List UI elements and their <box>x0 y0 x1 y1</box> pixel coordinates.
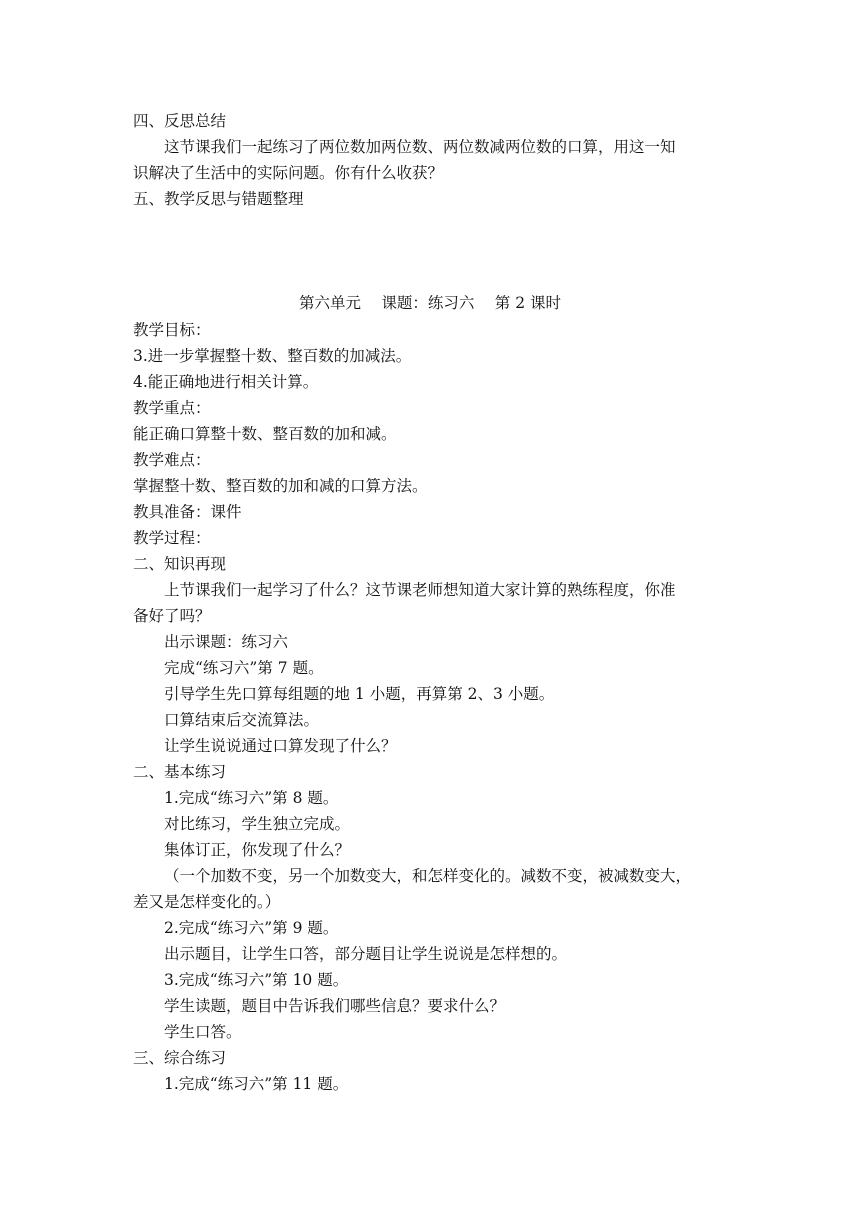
step-line: 1.完成“练习六”第 11 题。 <box>164 1075 349 1093</box>
difficulty-label: 教学难点： <box>133 451 211 469</box>
paragraph-line: 识解决了生活中的实际问题。你有什么收获？ <box>133 164 444 182</box>
step-line: 1.完成“练习六”第 8 题。 <box>164 789 339 807</box>
step-line: 集体订正，你发现了什么？ <box>164 841 351 859</box>
step-line: 口算结束后交流算法。 <box>164 711 320 729</box>
goal-item: 4.能正确地进行相关计算。 <box>133 373 319 391</box>
goal-item: 3.进一步掌握整十数、整百数的加减法。 <box>133 347 412 365</box>
step-line: 引导学生先口算每组题的地 1 小题，再算第 2、3 小题。 <box>164 685 555 703</box>
step-line: 差又是怎样变化的。） <box>133 893 281 911</box>
step-line: 学生读题，题目中告诉我们哪些信息？要求什么？ <box>164 997 506 1015</box>
step-line: （一个加数不变，另一个加数变大，和怎样变化的。减数不变，被减数变大， <box>164 867 692 885</box>
step-line: 2.完成“练习六”第 9 题。 <box>164 919 339 937</box>
tools-text: 教具准备：课件 <box>133 503 242 521</box>
process-label: 教学过程： <box>133 529 211 547</box>
paragraph-line: 上节课我们一起学习了什么？这节课老师想知道大家计算的熟练程度，你准 <box>164 581 676 599</box>
goals-label: 教学目标： <box>133 321 211 339</box>
difficulty-text: 掌握整十数、整百数的加和减的口算方法。 <box>133 477 428 495</box>
paragraph-line: 这节课我们一起练习了两位数加两位数、两位数减两位数的口算，用这一知 <box>164 138 676 156</box>
heading-reflection-summary: 四、反思总结 <box>133 112 227 130</box>
heading-teaching-reflection: 五、教学反思与错题整理 <box>133 190 304 208</box>
focus-text: 能正确口算整十数、整百数的加和减。 <box>133 425 397 443</box>
lesson-title: 第六单元 课题：练习六 第 2 课时 <box>298 294 562 312</box>
step-line: 让学生说说通过口算发现了什么？ <box>164 737 397 755</box>
step-line: 学生口答。 <box>164 1023 242 1041</box>
heading-knowledge-review: 二、知识再现 <box>133 555 227 573</box>
focus-label: 教学重点： <box>133 399 211 417</box>
paragraph-line: 备好了吗？ <box>133 607 211 625</box>
heading-basic-practice: 二、基本练习 <box>133 763 227 781</box>
step-line: 出示课题：练习六 <box>164 633 289 651</box>
step-line: 3.完成“练习六”第 10 题。 <box>164 971 349 989</box>
heading-comprehensive-practice: 三、综合练习 <box>133 1049 227 1067</box>
step-line: 对比练习，学生独立完成。 <box>164 815 351 833</box>
step-line: 完成“练习六”第 7 题。 <box>164 659 324 677</box>
step-line: 出示题目，让学生口答，部分题目让学生说说是怎样想的。 <box>164 945 568 963</box>
